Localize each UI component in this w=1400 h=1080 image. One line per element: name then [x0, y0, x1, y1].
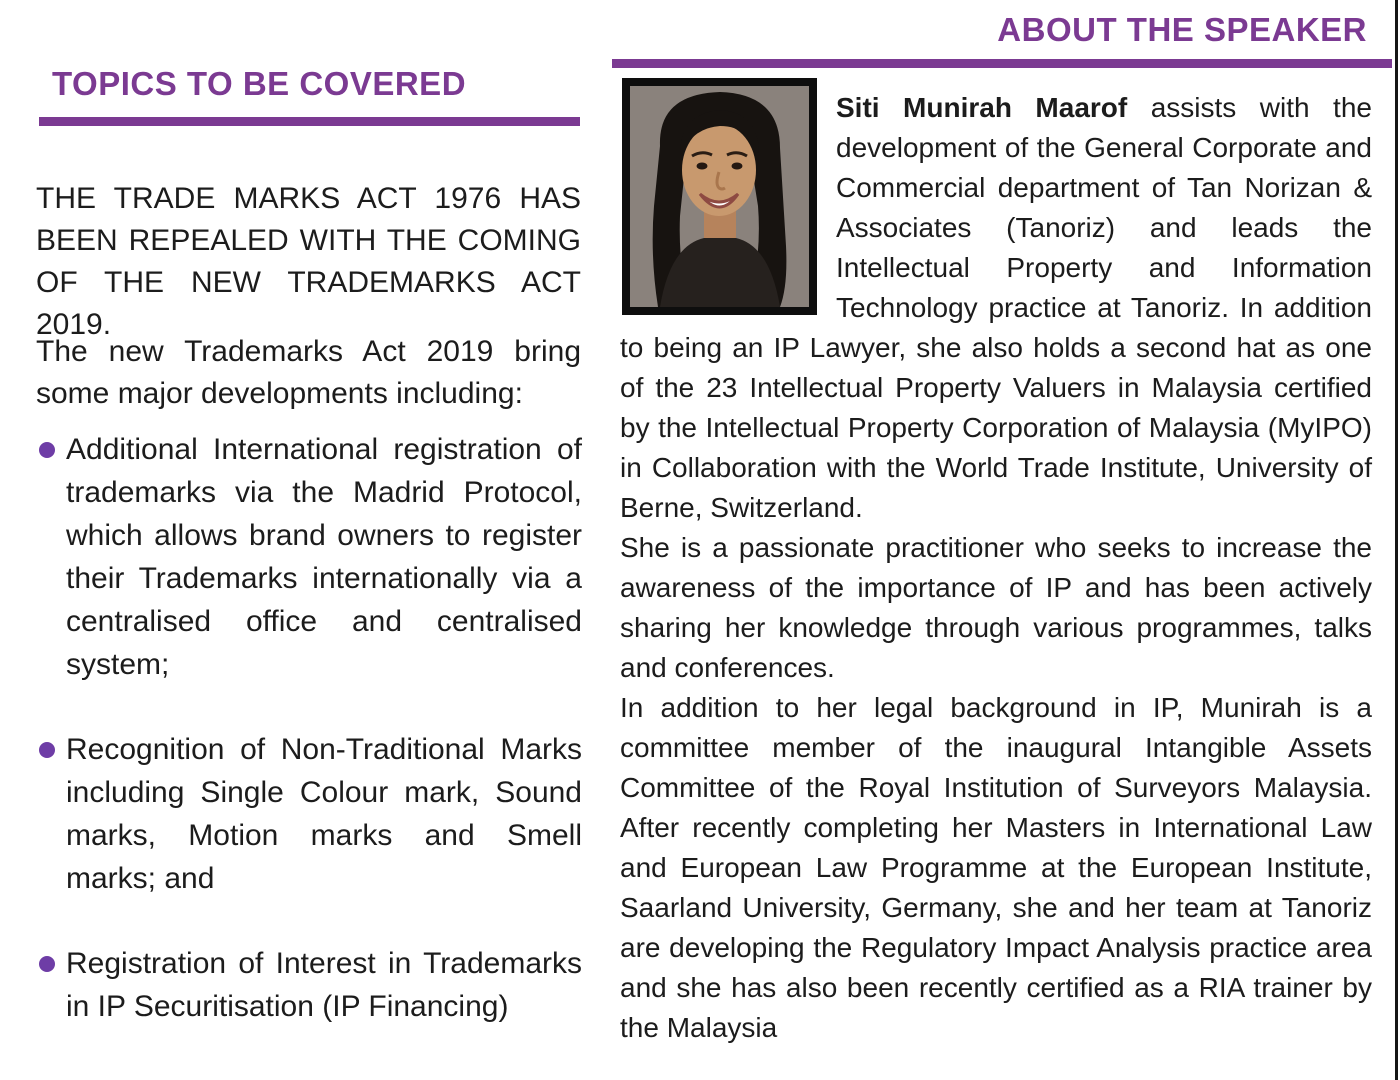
- bio-paragraph-3: In addition to her legal background in IP, Munirah is a committee member of the inaugural Intangible Assets Committee of the Royal Institution of Surveyors Malaysia. After recently completing her Masters in International Law and European Law Programme at the European Institute, Saarland University, Germany, she and her team at Tanoriz are developing the Regulatory Impact Analysis practice area and she has also been recently certified as a RIA trainer by the Malaysia: [620, 692, 1372, 1043]
- bullet-text: Registration of Interest in Trademarks in IP Securitisation (IP Financing): [66, 947, 582, 1023]
- list-item: [36, 728, 582, 900]
- bullet-text: Recognition of Non-Traditional Marks including Single Colour mark, Sound marks, Motion marks and Smell marks; and: [66, 733, 582, 895]
- bullet-text: Additional International registration of trademarks via the Madrid Protocol, which allows brand owners to register their Trademarks internationally via a centralised office and centralised system;: [66, 433, 582, 681]
- topics-intro: The new Trademarks Act 2019 bring some major developments including:: [36, 335, 581, 410]
- bio-paragraph-2: She is a passionate practitioner who seeks to increase the awareness of the importance of IP and has been actively sharing her knowledge through various programmes, talks and conferences.: [620, 532, 1372, 683]
- page-edge-line: [1395, 0, 1398, 1080]
- topics-intro-caps: THE TRADE MARKS ACT 1976 HAS BEEN REPEALED WITH THE COMING OF THE NEW TRADEMARKS ACT 2019.: [36, 182, 581, 341]
- bio-paragraph-1-text: assists with the development of the General Corporate and Commercial department of Tan Norizan & Associates (Tanoriz) and leads the Intellectual Property and Information Technology practice at Tanoriz. In addition to being an IP Lawyer, she also holds a second hat as one of the 23 Intellectual Property Valuers in Malaysia certified by the Intellectual Property Corporation of Malaysia (MyIPO) in Collaboration with the World Trade Institute, University of Berne, Switzerland.: [620, 92, 1372, 523]
- bullet-dot-icon: [39, 742, 55, 758]
- photo-wrap-spacer: [620, 88, 836, 318]
- list-item: [36, 428, 582, 686]
- bullet-dot-icon: [39, 442, 55, 458]
- speaker-bio: [620, 88, 1372, 1048]
- speaker-heading: ABOUT THE SPEAKER: [997, 11, 1367, 48]
- topics-heading-underline: [39, 117, 580, 126]
- topics-heading: TOPICS TO BE COVERED: [52, 65, 467, 102]
- topics-bullet-list: [36, 428, 582, 1070]
- list-item: [36, 942, 582, 1028]
- speaker-name: Siti Munirah Maarof: [836, 92, 1128, 123]
- speaker-heading-underline: [612, 59, 1392, 68]
- bullet-dot-icon: [39, 956, 55, 972]
